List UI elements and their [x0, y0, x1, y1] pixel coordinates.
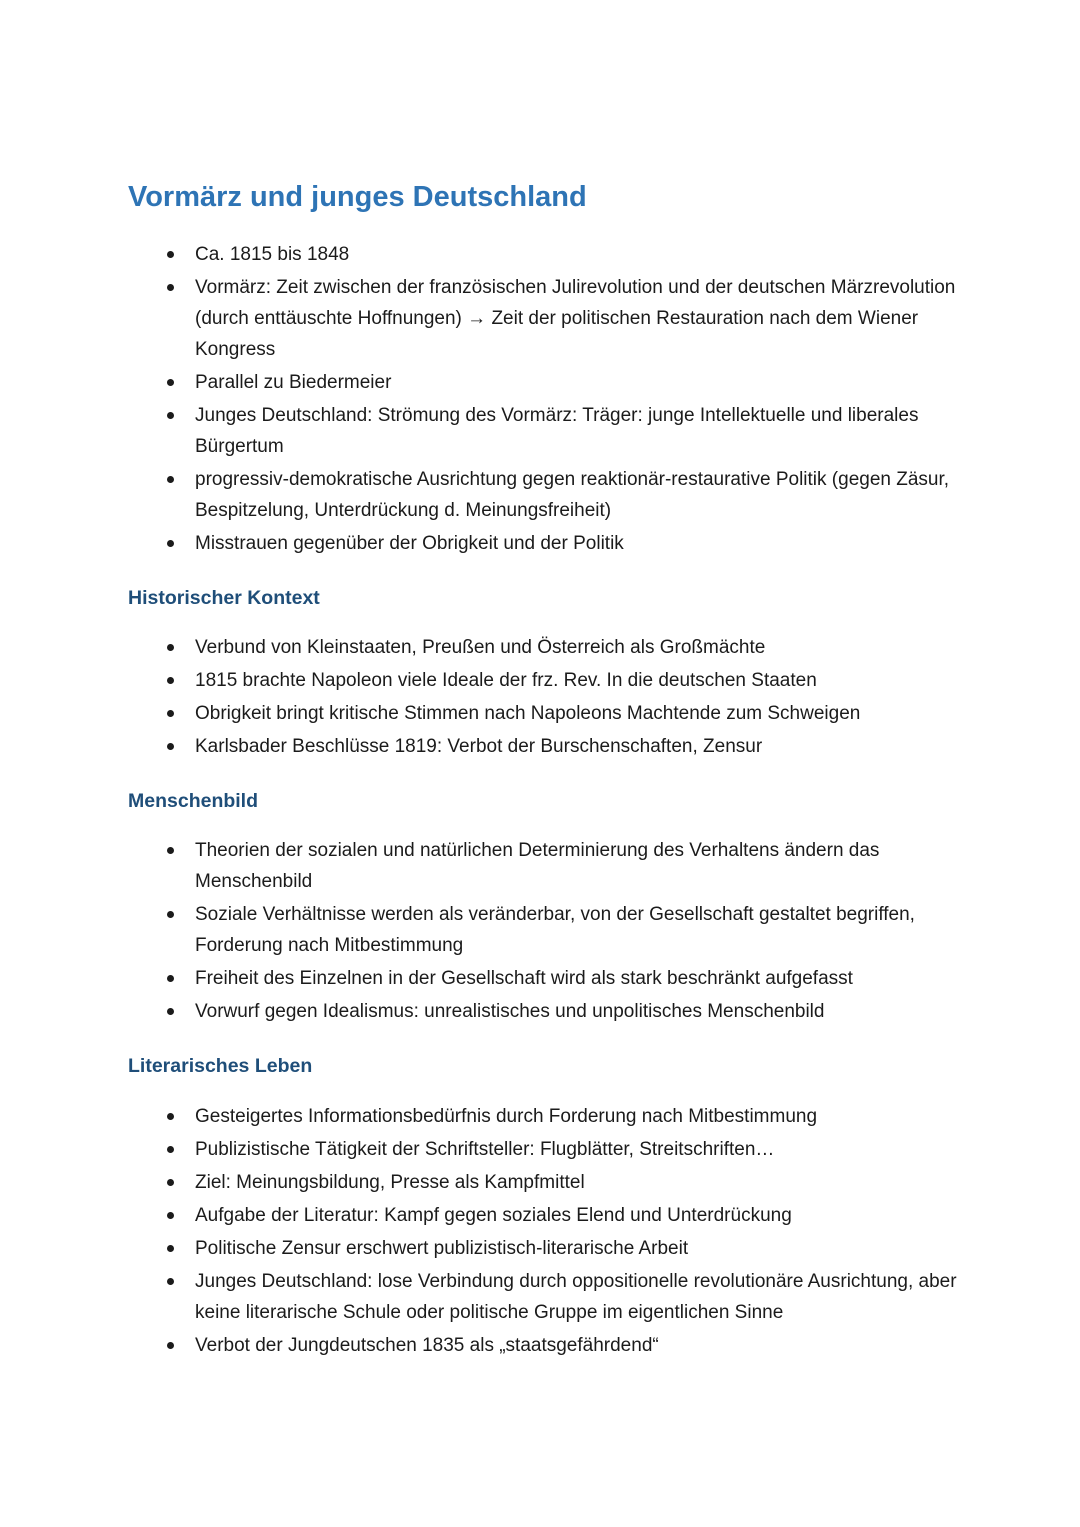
section-heading: Historischer Kontext — [128, 586, 320, 609]
page-title: Vormärz und junges Deutschland — [128, 181, 587, 213]
list-item: Junges Deutschland: Strömung des Vormärz: Träger: junge Intellektuelle und liberales Bürgertum — [128, 400, 968, 462]
section-heading: Literarisches Leben — [128, 1055, 313, 1078]
list-item: Verbund von Kleinstaaten, Preußen und Österreich als Großmächte — [128, 632, 968, 663]
list-item: Karlsbader Beschlüsse 1819: Verbot der Burschenschaften, Zensur — [128, 731, 968, 762]
list-item: Misstrauen gegenüber der Obrigkeit und der Politik — [128, 528, 968, 559]
list-item: Parallel zu Biedermeier — [128, 367, 968, 398]
list-item: Politische Zensur erschwert publizistisch-literarische Arbeit — [128, 1233, 968, 1264]
list-item: 1815 brachte Napoleon viele Ideale der frz. Rev. In die deutschen Staaten — [128, 665, 968, 696]
list-item: Ziel: Meinungsbildung, Presse als Kampfmittel — [128, 1167, 968, 1198]
list-item: Ca. 1815 bis 1848 — [128, 239, 968, 270]
bullet-list — [128, 239, 968, 559]
list-item: Theorien der sozialen und natürlichen Determinierung des Verhaltens ändern das Menschenbild — [128, 835, 968, 897]
section-intro — [128, 239, 968, 559]
list-item: Vorwurf gegen Idealismus: unrealistisches und unpolitisches Menschenbild — [128, 996, 968, 1027]
list-item: Vormärz: Zeit zwischen der französischen Julirevolution und der deutschen Märzrevolution (durch enttäuschte Hoffnungen) → Zeit der politischen Restauration nach dem Wiener Kongress — [128, 272, 968, 365]
list-item: Soziale Verhältnisse werden als veränderbar, von der Gesellschaft gestaltet begriffen, Forderung nach Mitbestimmung — [128, 899, 968, 961]
list-item: Junges Deutschland: lose Verbindung durch oppositionelle revolutionäre Ausrichtung, aber keine literarische Schule oder politische Gruppe im eigentlichen Sinne — [128, 1266, 968, 1328]
bullet-list — [128, 835, 968, 1027]
section-menschenbild — [128, 789, 968, 1027]
list-item: Aufgabe der Literatur: Kampf gegen soziales Elend und Unterdrückung — [128, 1200, 968, 1231]
section-literarisches-leben — [128, 1054, 968, 1360]
list-item: Obrigkeit bringt kritische Stimmen nach Napoleons Machtende zum Schweigen — [128, 698, 968, 729]
bullet-list — [128, 632, 968, 762]
list-item: Publizistische Tätigkeit der Schriftsteller: Flugblätter, Streitschriften… — [128, 1134, 968, 1165]
list-item: Gesteigertes Informationsbedürfnis durch Forderung nach Mitbestimmung — [128, 1101, 968, 1132]
section-heading: Menschenbild — [128, 790, 259, 813]
bullet-list — [128, 1101, 968, 1361]
list-item: Freiheit des Einzelnen in der Gesellschaft wird als stark beschränkt aufgefasst — [128, 963, 968, 994]
list-item: progressiv-demokratische Ausrichtung gegen reaktionär-restaurative Politik (gegen Zäsur, Bespitzelung, Unterdrückung d. Meinungsfreiheit) — [128, 464, 968, 526]
list-item: Verbot der Jungdeutschen 1835 als „staatsgefährdend“ — [128, 1330, 968, 1361]
section-historischer-kontext — [128, 586, 968, 762]
